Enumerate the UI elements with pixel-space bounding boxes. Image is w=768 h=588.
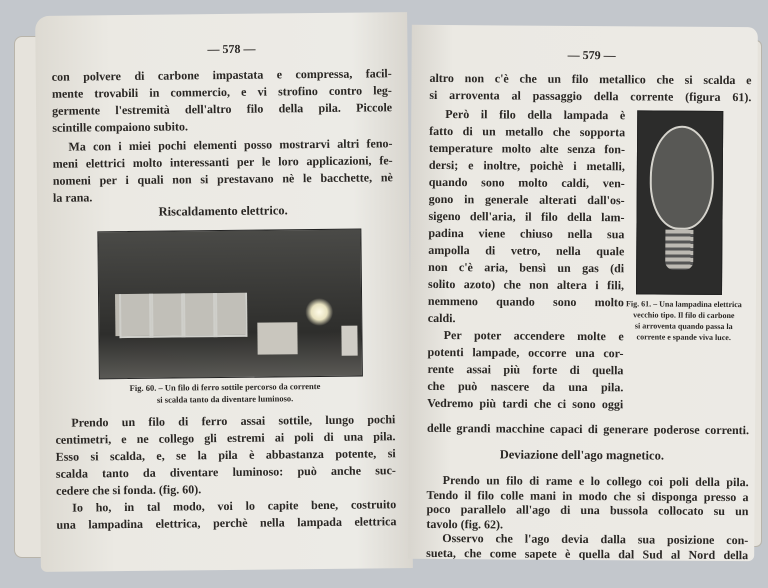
section-heading: Deviazione dell'ago magnetico. (499, 447, 665, 463)
text-line: Ma con i miei pochi elementi posso mostrarvi altri feno- (68, 136, 393, 154)
figure-61-lightbulb-image (636, 110, 723, 295)
text-line: Prendo un filo di ferro assai sottile, lungo pochi (71, 412, 396, 430)
glass-jar (119, 294, 151, 338)
text-line: padina viene chiuso nella sua (428, 225, 625, 242)
text-line: sigeno dell'aria, il filo della lam- (428, 208, 625, 225)
text-line: Esso si scalda, e, se la pila è abbastanza potente, si (55, 446, 396, 464)
right-page (408, 25, 758, 561)
caption-line: Fig. 60. – Un filo di ferro sottile percorso da corrente (129, 380, 321, 393)
wood-block (341, 326, 357, 356)
section-heading: Riscaldamento elettrico. (158, 203, 288, 219)
text-line: rente assai più forte di quella (427, 361, 624, 378)
text-line: si arroventa al passaggio della corrente (figura 61). (429, 87, 752, 105)
text-line: Però il filo della lampada è (445, 107, 626, 123)
text-line: Vedremo più tardi che ci sono oggi (427, 395, 624, 412)
figure-caption (59, 379, 391, 406)
text-line: tavolo (fig. 62). (426, 516, 504, 531)
text-line: ampolla di vetro, nella quale (428, 242, 625, 259)
text-line: temperature molto alte senza fon- (428, 140, 626, 157)
text-line: una lampadina elettrica, perchè nella lampada elettrica (56, 514, 397, 532)
caption-line: si scalda tanto da diventare luminoso. (156, 393, 294, 405)
text-line: scintille compaiono subito. (52, 119, 189, 135)
bulb-glass (649, 125, 714, 229)
text-line: nemmeno quando sono molto (427, 293, 624, 310)
text-line: gono in generale alterati dall'os- (428, 191, 625, 208)
text-line: meni elettrici molto interessanti per le loro applicazioni, fe- (52, 153, 393, 171)
figure-60-image (97, 229, 363, 380)
text-line: caldi. (427, 310, 456, 326)
text-line: mente trovabili in commercio, e vi strofino contro leg- (51, 83, 392, 101)
text-line: nomeni per i quali non si prestavano nè le bacchette, nè (52, 170, 393, 188)
glass-jar (215, 293, 247, 337)
text-line: Tendo il filo colle mani in modo che si disponga presso a (426, 487, 749, 504)
caption-line: si arroventa quando passa la (634, 321, 733, 332)
figure-caption (618, 298, 750, 343)
text-line: la rana. (52, 190, 93, 205)
caption-line: Fig. 61. – Una lampadina elettrica (626, 299, 742, 310)
text-line: altro non c'è che un filo metallico che si scalda e (429, 70, 752, 88)
page-number: — 579 — (567, 47, 616, 63)
text-line: che può nascere da una pila. (427, 378, 624, 395)
text-line: Io ho, in tal modo, voi lo capite bene, costruito (72, 497, 397, 515)
text-line: non c'è aria, bensì un gas (di (428, 259, 625, 276)
bulb-screw-base (665, 230, 693, 270)
text-line: delle grandi macchine capaci di generare poderose correnti. (427, 420, 750, 438)
caption-line: vecchio tipo. Il filo di carbone (633, 310, 735, 321)
text-line: cedere che si fonda. (fig. 60). (55, 482, 202, 498)
text-line: quando sono molto caldi, ven- (428, 174, 625, 191)
page-number: — 578 — (207, 41, 256, 57)
text-line: poco parallelo all'ago di una bussola collocato su un (426, 501, 749, 519)
text-line: centimetri, e ne collego gli estremi ai poli di una pila. (55, 429, 396, 447)
text-line: fatto di un metallo che sopporta (429, 123, 626, 140)
text-line: sueta, che come sapete è quella dal Sud al Nord della (426, 545, 749, 562)
text-line: con polvere di carbone impastata e compressa, facil- (51, 66, 392, 84)
text-line: potenti lampade, occorre una cor- (427, 344, 624, 361)
text-line: Per poter accendere molte e (443, 328, 624, 344)
caption-line: corrente e spande viva luce. (636, 332, 731, 343)
text-line: scalda tanto da diventare luminoso: può anche suc- (55, 463, 396, 481)
text-line: dersi; e inoltre, poichè i metalli, (428, 157, 625, 174)
text-line: germente l'estremità dell'altro filo della pila. Piccole (52, 100, 393, 118)
glass-jar (183, 293, 215, 337)
text-line: Osservo che l'ago devia dalla sua posizione con- (442, 531, 749, 548)
wood-block (257, 322, 297, 354)
glass-jar (151, 293, 183, 337)
text-line: solito azoto) che non altera i fili, (428, 276, 625, 293)
glowing-wire (305, 298, 333, 326)
text-line: Prendo un filo di rame e lo collego coi poli della pila. (442, 473, 749, 490)
left-page (35, 12, 413, 572)
